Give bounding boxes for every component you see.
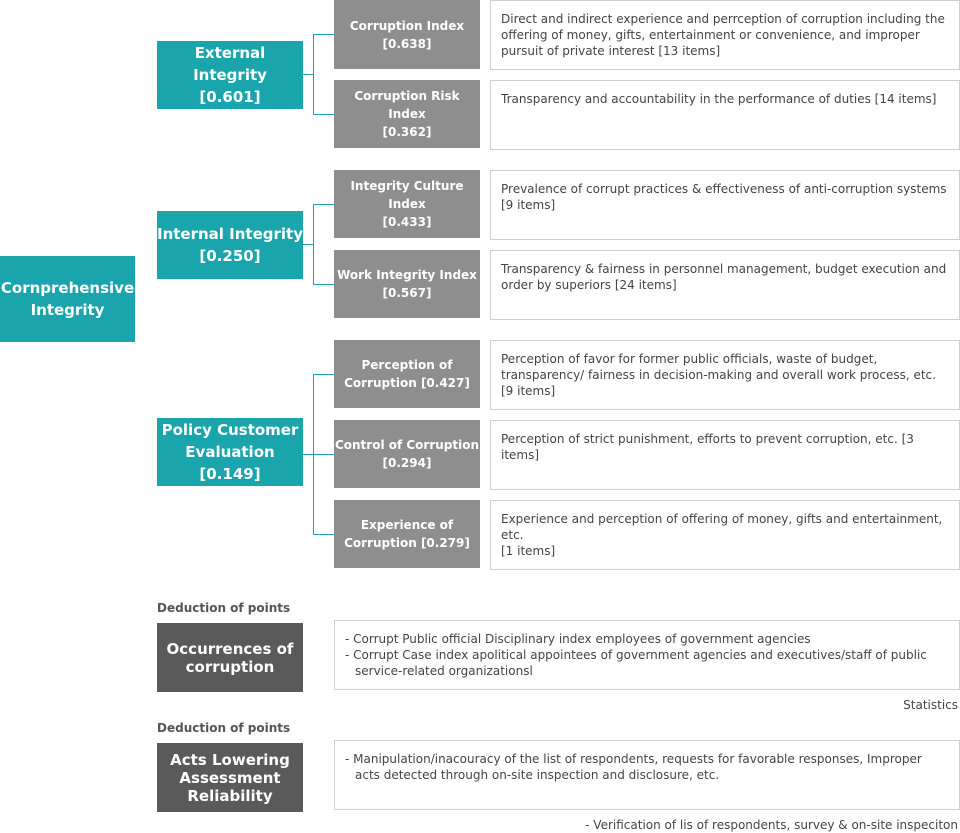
occurrences-title-line1: Occurrences of	[166, 639, 294, 658]
connector-external-vertical	[313, 34, 314, 115]
integrity-culture-index-title: Integrity Culture Index	[350, 179, 464, 211]
corruption-risk-index-weight: [0.362]	[382, 125, 432, 139]
external-integrity-weight: [0.601]	[199, 88, 261, 106]
connector-internal	[303, 244, 313, 245]
occurrences-item-1: - Corrupt Public official Disciplinary index employees of government agencies	[345, 632, 811, 646]
verification-footnote: - Verification of lis of respondents, survey & on-site inspeciton	[585, 818, 958, 832]
control-of-corruption-description: Perception of strict punishment, efforts to prevent corruption, etc. [3 items]	[490, 420, 960, 490]
integrity-culture-index-box	[334, 170, 480, 238]
acts-lowering-description	[334, 740, 960, 810]
work-integrity-index-weight: [0.567]	[382, 286, 432, 300]
experience-desc-line1: Experience and perception of offering of money, gifts and entertainment, etc.	[501, 512, 943, 542]
experience-of-corruption-title: Experience of	[360, 518, 454, 532]
connector-policy-sub3	[313, 534, 334, 535]
acts-item-1: - Manipulation/inacouracy of the list of respondents, requests for favorable responses, Improper acts detected through on-site inspection and disclosure, etc.	[345, 752, 922, 782]
experience-desc-line2: [1 items]	[501, 544, 556, 558]
corruption-risk-index-title: Corruption Risk Index	[354, 89, 460, 121]
corruption-index-description: Direct and indirect experience and perrception of corruption including the offering of money, gifts, entertainment or convenience, and improper pursuit of private interest [13 items]	[490, 0, 960, 70]
connector-external	[303, 74, 313, 75]
work-integrity-index-title: Work Integrity Index	[337, 268, 477, 282]
connector-policy-sub2	[313, 454, 334, 455]
root-title-line2: Integrity	[30, 301, 105, 319]
internal-integrity-box	[157, 211, 303, 279]
integrity-culture-index-weight: [0.433]	[382, 215, 432, 229]
acts-lowering-reliability-box	[157, 743, 303, 812]
experience-of-corruption-box	[334, 500, 480, 568]
corruption-risk-index-description: Transparency and accountability in the performance of duties [14 items]	[490, 80, 960, 150]
occurrences-of-corruption-box	[157, 623, 303, 692]
comprehensive-integrity-box	[0, 256, 135, 342]
internal-integrity-title: Internal Integrity	[157, 225, 303, 243]
work-integrity-index-box	[334, 250, 480, 318]
integrity-culture-desc-line1: Prevalence of corrupt practices & effectiveness of anti-corruption systems	[501, 182, 947, 196]
connector-internal-sub1	[313, 204, 334, 205]
deduction-label-2: Deduction of points	[157, 721, 291, 735]
corruption-index-box	[334, 0, 480, 69]
internal-integrity-weight: [0.250]	[199, 247, 261, 265]
work-integrity-index-description: Transparency & fairness in personnel management, budget execution and order by superiors [24 items]	[490, 250, 960, 320]
integrity-culture-index-description	[490, 170, 960, 240]
corruption-index-weight: [0.638]	[382, 36, 432, 51]
connector-policy	[303, 454, 313, 455]
control-of-corruption-box	[334, 420, 480, 488]
acts-title-line3: Reliability	[187, 786, 273, 805]
perception-of-corruption-description: Perception of favor for former public officials, waste of budget, transparency/ fairness in decision-making and overall work process, etc. [9 items]	[490, 340, 960, 410]
external-integrity-box	[157, 41, 303, 109]
corruption-risk-index-box	[334, 80, 480, 148]
root-title-line1: Cornprehensive	[0, 279, 135, 297]
perception-of-corruption-box	[334, 340, 480, 408]
control-of-corruption-weight: [0.294]	[382, 456, 432, 470]
integrity-culture-desc-line2: [9 items]	[501, 198, 556, 212]
external-integrity-title: External Integrity	[193, 44, 267, 84]
control-of-corruption-title: Control of Corruption	[334, 438, 480, 452]
policy-customer-title-line2: Evaluation [0.149]	[185, 443, 275, 483]
perception-of-corruption-title: Perception of	[361, 358, 453, 372]
corruption-index-title: Corruption Index	[349, 18, 465, 33]
acts-title-line2: Assessment	[179, 768, 281, 787]
acts-title-line1: Acts Lowering	[170, 750, 290, 769]
occurrences-title-line2: corruption	[185, 657, 275, 676]
policy-customer-title-line1: Policy Customer	[161, 421, 299, 439]
deduction-label-1: Deduction of points	[157, 601, 291, 615]
perception-of-corruption-weight: Corruption [0.427]	[344, 376, 470, 390]
connector-internal-sub2	[313, 284, 334, 285]
policy-customer-evaluation-box	[157, 418, 303, 486]
occurrences-description	[334, 620, 960, 690]
experience-of-corruption-description	[490, 500, 960, 570]
connector-policy-sub1	[313, 374, 334, 375]
connector-internal-vertical	[313, 204, 314, 285]
connector-external-sub1	[313, 34, 334, 35]
statistics-footnote: Statistics	[903, 698, 958, 712]
experience-of-corruption-weight: Corruption [0.279]	[344, 536, 470, 550]
connector-external-sub2	[313, 114, 334, 115]
occurrences-item-2: - Corrupt Case index apolitical appointees of government agencies and executives/staff of public service-related organizationsl	[345, 648, 927, 678]
